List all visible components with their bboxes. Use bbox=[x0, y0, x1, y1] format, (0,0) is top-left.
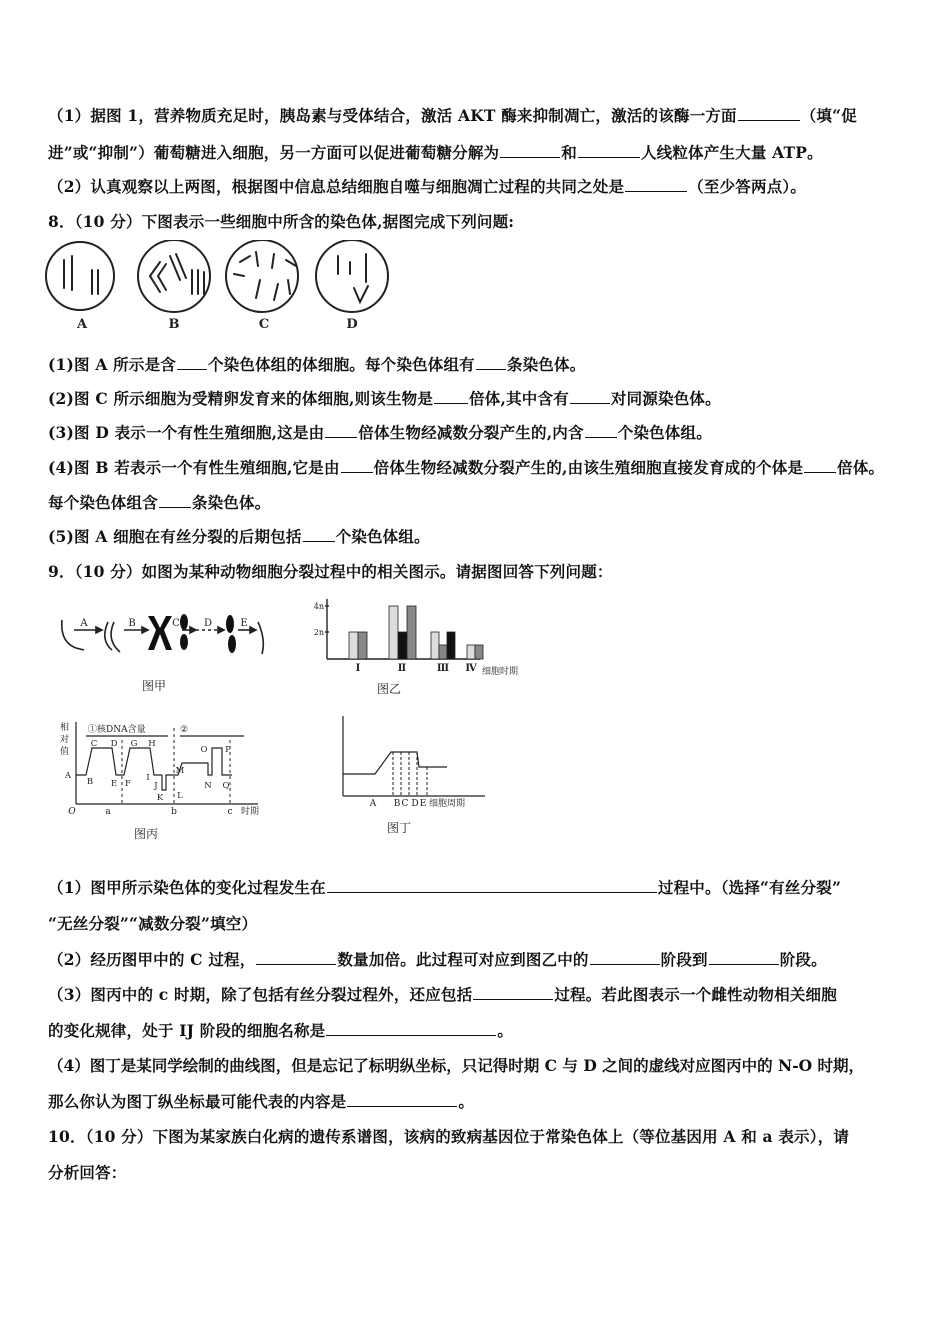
q9-stem: 9．（10 分）如图为某种动物细胞分裂过程中的相关图示。请据图回答下列问题： bbox=[48, 562, 613, 581]
step-label-e: E bbox=[240, 618, 248, 629]
ding-x-b: B bbox=[393, 799, 401, 809]
figure-bing bbox=[58, 718, 273, 843]
caption-ding: 图丁 bbox=[387, 821, 412, 835]
pt-f: F bbox=[125, 779, 131, 789]
cell-b-circle bbox=[138, 240, 210, 312]
bar-iv-2 bbox=[475, 645, 483, 659]
answer-blank[interactable] bbox=[804, 458, 836, 473]
fig-label-c: C bbox=[258, 317, 270, 332]
cell-d-circle bbox=[316, 240, 388, 312]
pt-a: A bbox=[64, 771, 72, 781]
answer-blank[interactable] bbox=[341, 458, 373, 473]
q7-part1-line1: （1）据图 1，营养物质充足时，胰岛素与受体结合，激活 AKT 酶来抑制凋亡，激活的该酶一方面 （填“促 bbox=[48, 106, 857, 125]
figure-jia bbox=[50, 610, 275, 695]
ding-x-c: C bbox=[401, 799, 409, 809]
bar-iii-1 bbox=[431, 632, 439, 659]
ding-x-e: E bbox=[419, 799, 427, 809]
q9-sub3-cont: 的变化规律，处于 IJ 阶段的细胞名称是 。 bbox=[48, 1021, 514, 1040]
ding-x-title: 细胞周期 bbox=[429, 799, 466, 809]
q9-sub4: （4）图丁是某同学绘制的曲线图，但是忘记了标明纵坐标，只记得时期 C 与 D 之间的虚线对应图丙中的 N-O 时期， bbox=[48, 1056, 865, 1075]
bar-iv-1 bbox=[467, 645, 475, 659]
ding-x-d: D bbox=[411, 799, 419, 809]
pt-j: J bbox=[154, 781, 158, 791]
answer-blank[interactable] bbox=[476, 355, 506, 370]
fig-label-a: A bbox=[76, 317, 88, 332]
answer-blank[interactable] bbox=[177, 355, 207, 370]
answer-blank[interactable] bbox=[473, 985, 553, 1000]
caption-jia: 图甲 bbox=[142, 679, 167, 693]
q9-sub1-cont: “无丝分裂”“减数分裂”填空） bbox=[48, 914, 258, 933]
q9-sub2: （2）经历图甲中的 C 过程， 数量加倍。此过程可对应到图乙中的 阶段到 阶段。 bbox=[48, 950, 827, 969]
pt-b: B bbox=[86, 777, 94, 787]
pt-m: M bbox=[175, 766, 185, 776]
pt-g: G bbox=[130, 739, 138, 749]
step-label-c: C bbox=[172, 618, 180, 629]
legend-dna: ①核DNA含量 bbox=[88, 725, 146, 735]
answer-blank[interactable] bbox=[625, 177, 687, 192]
y-title-2: 对 bbox=[60, 735, 70, 745]
bar-ii-3 bbox=[407, 606, 416, 659]
pt-k: K bbox=[156, 793, 164, 803]
q9-sub1: （1）图甲所示染色体的变化过程发生在 过程中。（选择“有丝分裂” bbox=[48, 878, 842, 897]
answer-blank[interactable] bbox=[326, 1021, 496, 1036]
q8-sub1: (1)图 A 所示是含 个染色体组的体细胞。每个染色体组有 条染色体。 bbox=[48, 355, 586, 374]
answer-blank[interactable] bbox=[327, 878, 657, 893]
q8-sub5: (5)图 A 细胞在有丝分裂的后期包括 个染色体组。 bbox=[48, 527, 430, 546]
ding-x-a: A bbox=[369, 799, 377, 809]
pt-e: E bbox=[110, 779, 118, 789]
fig-label-b: B bbox=[168, 317, 180, 332]
legend-2: ② bbox=[180, 725, 189, 735]
q8-sub2: (2)图 C 所示细胞为受精卵发育来的体细胞,则该生物是 倍体,其中含有 对同源染色体。 bbox=[48, 389, 721, 408]
answer-blank[interactable] bbox=[325, 423, 357, 438]
answer-blank[interactable] bbox=[578, 143, 640, 158]
q8-stem: 8．（10 分）下图表示一些细胞中所含的染色体,据图完成下列问题: bbox=[48, 212, 515, 231]
answer-blank[interactable] bbox=[585, 423, 617, 438]
answer-blank[interactable] bbox=[590, 950, 660, 965]
y-tick-2n: 2n bbox=[313, 628, 324, 637]
cell-a-circle bbox=[46, 242, 114, 310]
answer-blank[interactable] bbox=[434, 389, 468, 404]
pt-o: O bbox=[200, 745, 208, 755]
answer-blank[interactable] bbox=[256, 950, 336, 965]
answer-blank[interactable] bbox=[500, 143, 560, 158]
caption-yi: 图乙 bbox=[377, 682, 402, 696]
q8-sub3: (3)图 D 表示一个有性生殖细胞,这是由 倍体生物经减数分裂产生的,内含 个染色体组。 bbox=[48, 423, 712, 442]
answer-blank[interactable] bbox=[570, 389, 610, 404]
pt-p: P bbox=[225, 745, 231, 755]
pt-i: I bbox=[146, 773, 150, 783]
step-label-a: A bbox=[80, 618, 88, 629]
figure-yi bbox=[305, 595, 545, 700]
bar-iii-3 bbox=[447, 632, 455, 659]
answer-blank[interactable] bbox=[303, 527, 335, 542]
x-title-yi: 细胞时期 bbox=[482, 667, 519, 677]
step-label-b: B bbox=[128, 618, 136, 629]
x-label-i: Ⅰ bbox=[355, 663, 361, 674]
figure-ding bbox=[335, 712, 515, 842]
answer-blank[interactable] bbox=[709, 950, 779, 965]
y-title-1: 相 bbox=[60, 723, 70, 733]
cell-c-circle bbox=[226, 240, 298, 312]
q9-sub3: （3）图丙中的 c 时期，除了包括有丝分裂过程外，还应包括 过程。若此图表示一个雌性动物相关细胞 bbox=[48, 985, 837, 1004]
answer-blank[interactable] bbox=[347, 1092, 457, 1107]
x-label-iv: Ⅳ bbox=[465, 663, 477, 674]
pt-h: H bbox=[148, 739, 156, 749]
pt-l: L bbox=[177, 791, 183, 801]
x-origin: O bbox=[68, 807, 76, 817]
caption-bing: 图丙 bbox=[134, 827, 159, 841]
x-label-c: c bbox=[227, 807, 233, 817]
x-label-b: b bbox=[171, 807, 177, 817]
answer-blank[interactable] bbox=[159, 493, 191, 508]
q10-stem-line1: 10．（10 分）下图为某家族白化病的遗传系谱图，该病的致病基因位于常染色体上（等位基因用 A 和 a 表示），请 bbox=[48, 1127, 850, 1146]
fig-label-d: D bbox=[346, 317, 358, 332]
pt-q: Q bbox=[222, 781, 230, 791]
q8-sub4: (4)图 B 若表示一个有性生殖细胞,它是由 倍体生物经减数分裂产生的,由该生殖细胞直接发育成的个体是 倍体。 bbox=[48, 458, 885, 477]
x-title-bing: 时期 bbox=[240, 807, 260, 817]
y-title-3: 值 bbox=[60, 747, 70, 757]
bar-i-1 bbox=[349, 632, 358, 659]
bar-ii-1 bbox=[389, 606, 398, 659]
pt-d: D bbox=[110, 739, 118, 749]
y-tick-4n: 4n bbox=[313, 602, 324, 611]
bar-i-2 bbox=[358, 632, 367, 659]
chromosome-figure-abcd bbox=[42, 240, 402, 335]
q9-sub4-cont: 那么你认为图丁纵坐标最可能代表的内容是 。 bbox=[48, 1092, 475, 1111]
q7-part2: （2）认真观察以上两图，根据图中信息总结细胞自噬与细胞凋亡过程的共同之处是 （至少答两点）。 bbox=[48, 177, 807, 196]
q10-stem-line2: 分析回答： bbox=[48, 1163, 127, 1182]
answer-blank[interactable] bbox=[738, 106, 800, 121]
q8-sub4-cont: 每个染色体组含 条染色体。 bbox=[48, 493, 271, 512]
pt-n: N bbox=[204, 781, 212, 791]
bar-ii-2 bbox=[398, 632, 407, 659]
x-label-ii: Ⅱ bbox=[397, 663, 407, 674]
x-label-iii: Ⅲ bbox=[436, 663, 450, 674]
pt-c: C bbox=[90, 739, 98, 749]
bar-iii-2 bbox=[439, 645, 447, 659]
step-label-d: D bbox=[203, 618, 213, 629]
x-label-a: a bbox=[105, 807, 111, 817]
q7-part1-line2: 进”或“抑制”）葡萄糖进入细胞，另一方面可以促进葡萄糖分解为 和 人线粒体产生大量 ATP。 bbox=[48, 143, 823, 162]
